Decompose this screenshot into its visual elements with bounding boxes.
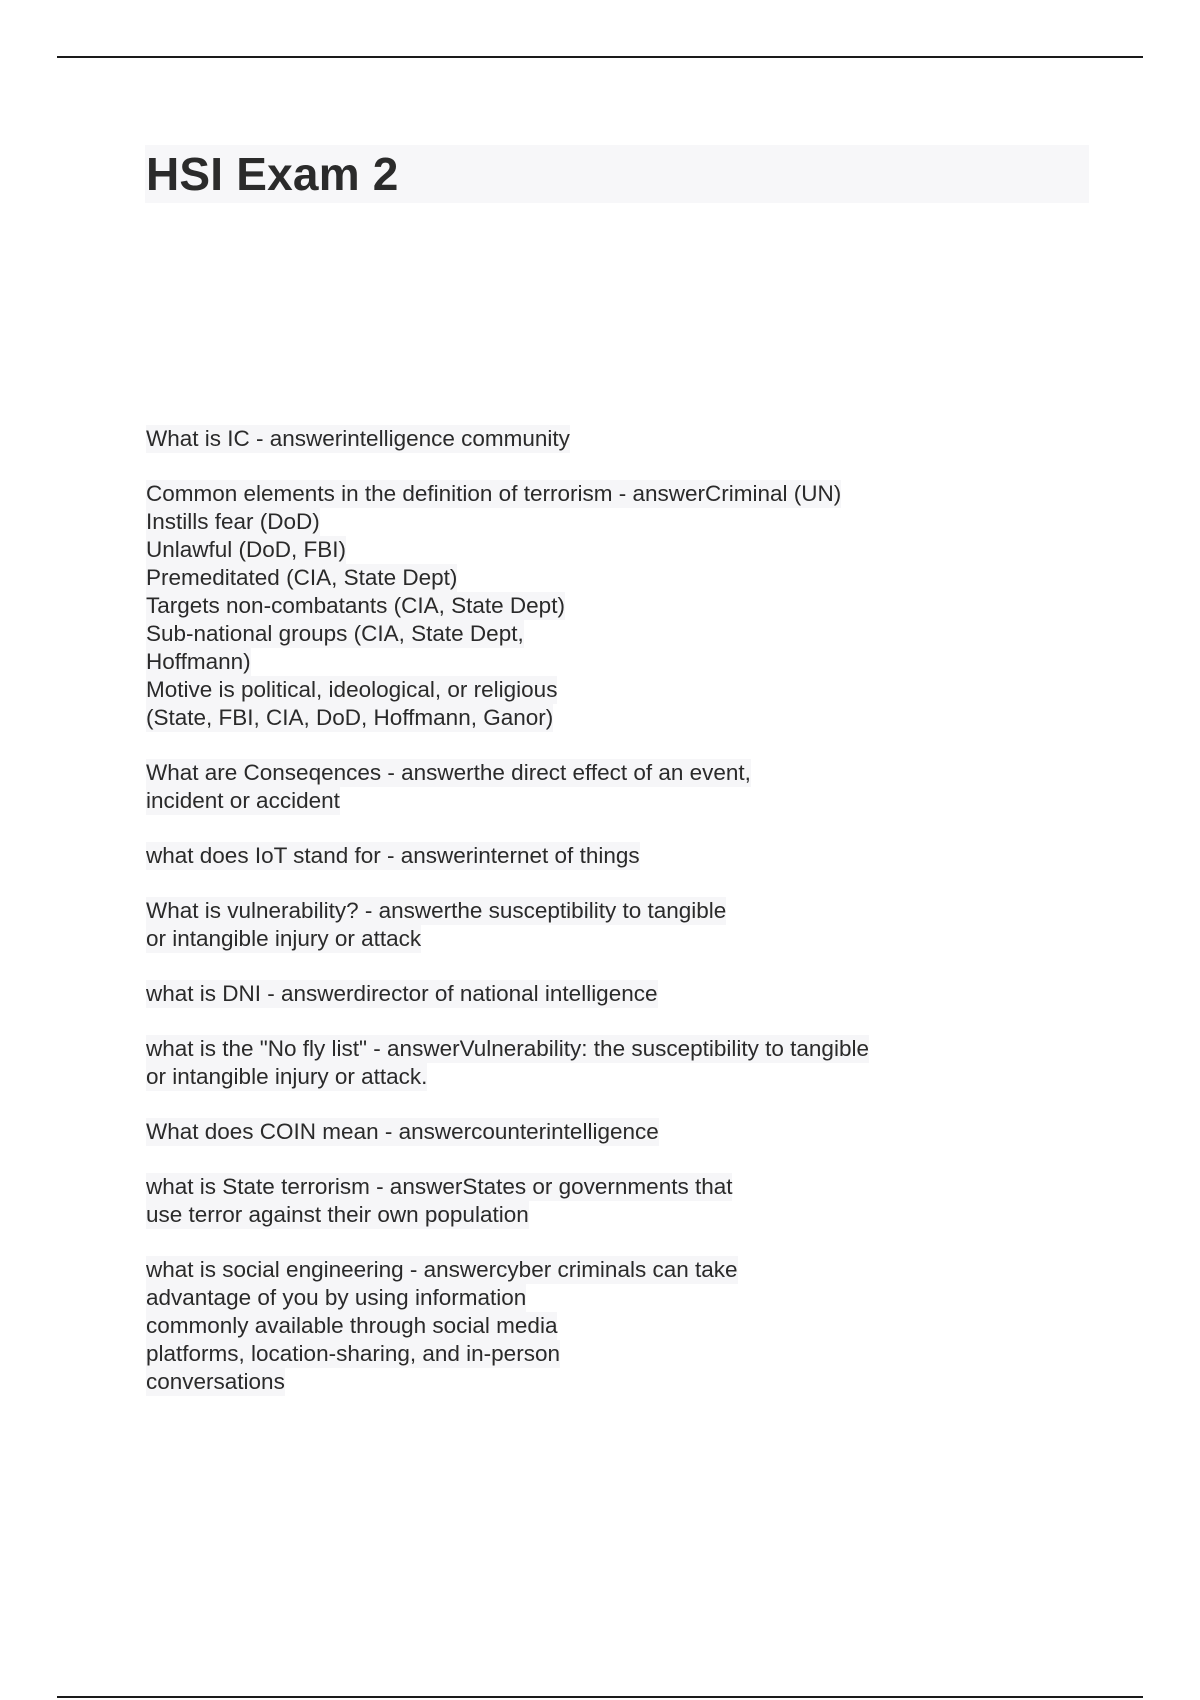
qa-line: What are Conseqences - answerthe direct effect of an event, [146,760,751,785]
qa-line: advantage of you by using information [146,1285,527,1310]
top-rule [57,56,1143,58]
qa-line: Instills fear (DoD) [146,509,320,534]
qa-item [146,980,1086,1008]
qa-item [146,425,1086,453]
qa-item [146,1118,1086,1146]
qa-line: what is the "No fly list" - answerVulnerability: the susceptibility to tangible [146,1036,869,1061]
qa-item [146,759,1086,815]
qa-line: commonly available through social media [146,1313,558,1338]
qa-item [146,1256,1086,1396]
qa-line: conversations [146,1369,285,1394]
qa-line: what is DNI - answerdirector of national intelligence [146,981,658,1006]
qa-line: Hoffmann) [146,649,251,674]
bottom-rule [57,1696,1143,1698]
qa-line: What is vulnerability? - answerthe susceptibility to tangible [146,898,727,923]
qa-line: Common elements in the definition of terrorism - answerCriminal (UN) [146,481,842,506]
qa-line: or intangible injury or attack. [146,1064,428,1089]
qa-list [146,425,1086,1423]
qa-item [146,842,1086,870]
qa-line: use terror against their own population [146,1202,529,1227]
qa-line: What does COIN mean - answercounterintelligence [146,1119,659,1144]
qa-line: or intangible injury or attack [146,926,422,951]
qa-line: incident or accident [146,788,340,813]
qa-item [146,1035,1086,1091]
qa-line: what is State terrorism - answerStates or governments that [146,1174,733,1199]
qa-line: platforms, location-sharing, and in-person [146,1341,560,1366]
qa-line: What is IC - answerintelligence community [146,426,570,451]
qa-line: Sub-national groups (CIA, State Dept, [146,621,524,646]
qa-line: Targets non-combatants (CIA, State Dept) [146,593,565,618]
qa-item [146,480,1086,732]
qa-line: (State, FBI, CIA, DoD, Hoffmann, Ganor) [146,705,554,730]
qa-line: Motive is political, ideological, or religious [146,677,558,702]
qa-item [146,897,1086,953]
qa-line: Unlawful (DoD, FBI) [146,537,347,562]
qa-item [146,1173,1086,1229]
qa-line: Premeditated (CIA, State Dept) [146,565,458,590]
page-title: HSI Exam 2 [146,148,399,200]
qa-line: what does IoT stand for - answerinternet of things [146,843,640,868]
qa-line: what is social engineering - answercyber criminals can take [146,1257,738,1282]
